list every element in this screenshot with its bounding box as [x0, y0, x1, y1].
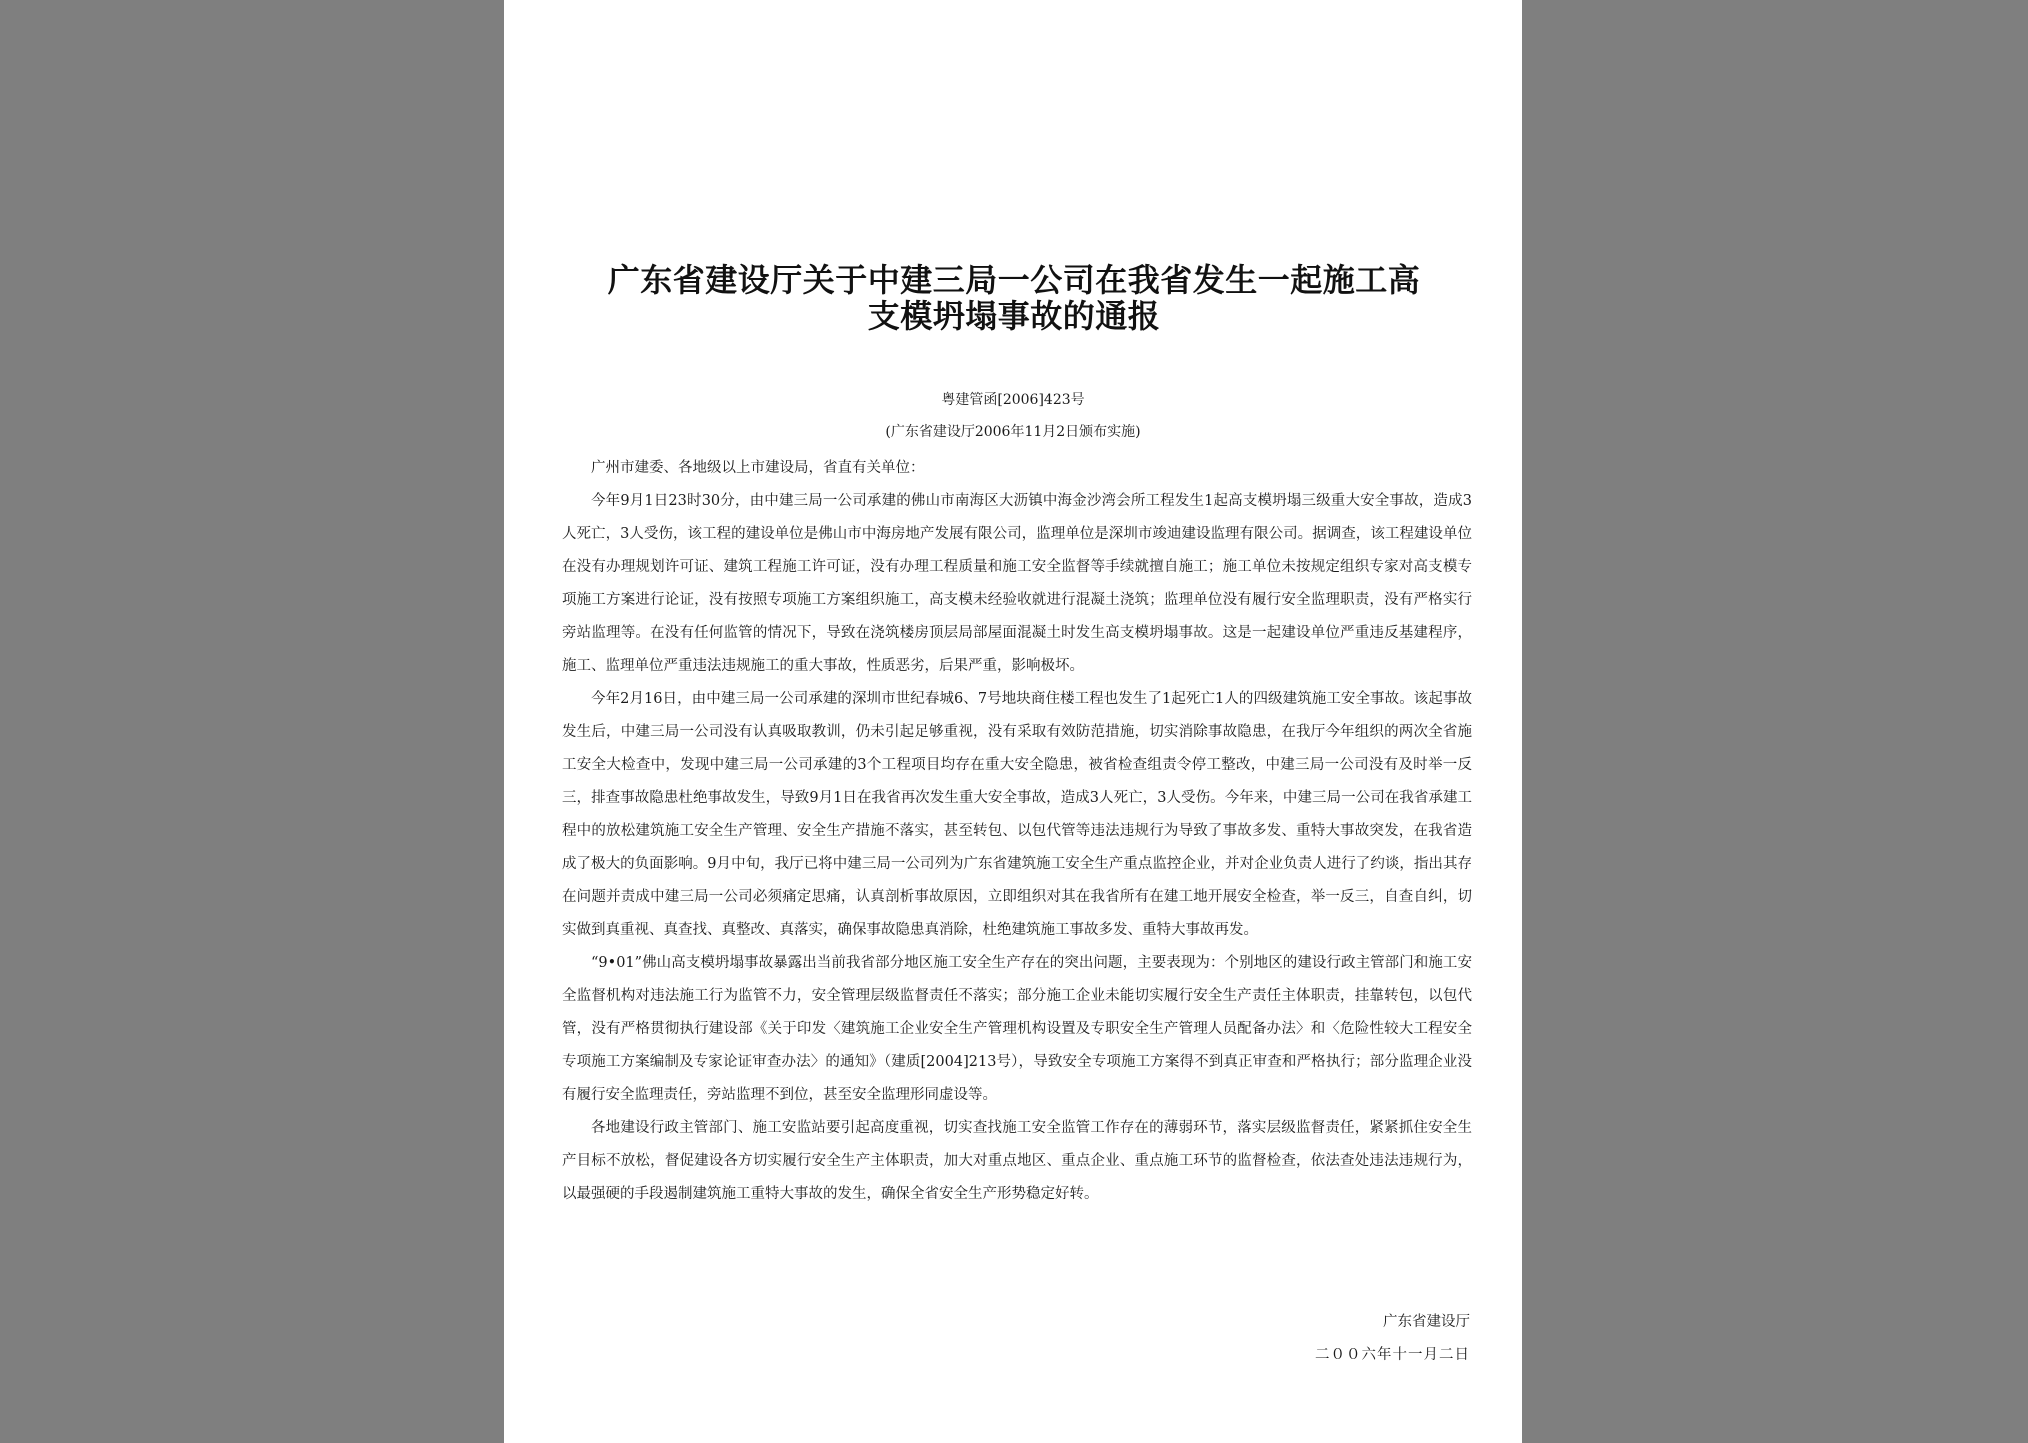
- signature-organization: 广东省建设厅: [1383, 1314, 1470, 1330]
- paragraph: “9•01”佛山高支模坍塌事故暴露出当前我省部分地区施工安全生产存在的突出问题，主要表现为：个别地区的建设行政主管部门和施工安全监督机构对违法施工行为监管不力，安全管理层级监督责任不落实；部分施工企业未能切实履行安全生产责任主体职责，挂靠转包，以包代管，没有严格贯彻执行建设部《关于印发〈建筑施工企业安全生产管理机构设置及专职安全生产管理人员配备办法〉和〈危险性较大工程安全专项施工方案编制及专家论证审查办法〉的通知》（建质[2004]213号），导致安全专项施工方案得不到真正审查和严格执行；部分监理企业没有履行安全监理责任，旁站监理不到位，甚至安全监理形同虚设等。: [562, 955, 1472, 1103]
- document-page: [504, 0, 1522, 1443]
- paragraph: 今年9月1日23时30分，由中建三局一公司承建的佛山市南海区大沥镇中海金沙湾会所工程发生1起高支模坍塌三级重大安全事故，造成3人死亡，3人受伤，该工程的建设单位是佛山市中海房地产发展有限公司，监理单位是深圳市竣迪建设监理有限公司。据调查，该工程建设单位在没有办理规划许可证、建筑工程施工许可证，没有办理工程质量和施工安全监督等手续就擅自施工；施工单位未按规定组织专家对高支模专项施工方案进行论证，没有按照专项施工方案组织施工，高支模未经验收就进行混凝土浇筑；监理单位没有履行安全监理职责，没有严格实行旁站监理等。在没有任何监管的情况下，导致在浇筑楼房顶层局部屋面混凝土时发生高支模坍塌事故。这是一起建设单位严重违反基建程序，施工、监理单位严重违法违规施工的重大事故，性质恶劣，后果严重，影响极坏。: [562, 493, 1472, 674]
- signature-date: 二００六年十一月二日: [1315, 1347, 1470, 1363]
- document-title: 广东省建设厅关于中建三局一公司在我省发生一起施工高支模坍塌事故的通报: [607, 261, 1421, 335]
- greeting: 广州市建委、各地级以上市建设局，省直有关单位：: [591, 460, 925, 476]
- document-number: 粤建管函[2006]423号: [941, 392, 1085, 408]
- paragraph: 今年2月16日，由中建三局一公司承建的深圳市世纪春城6、7号地块商住楼工程也发生了1起死亡1人的四级建筑施工安全事故。该起事故发生后，中建三局一公司没有认真吸取教训，仍未引起足够重视，没有采取有效防范措施，切实消除事故隐患，在我厅今年组织的两次全省施工安全大检查中，发现中建三局一公司承建的3个工程项目均存在重大安全隐患，被省检查组责令停工整改，中建三局一公司没有及时举一反三，排查事故隐患杜绝事故发生，导致9月1日在我省再次发生重大安全事故，造成3人死亡，3人受伤。今年来，中建三局一公司在我省承建工程中的放松建筑施工安全生产管理、安全生产措施不落实，甚至转包、以包代管等违法违规行为导致了事故多发、重特大事故突发，在我省造成了极大的负面影响。9月中旬，我厅已将中建三局一公司列为广东省建筑施工安全生产重点监控企业，并对企业负责人进行了约谈，指出其存在问题并责成中建三局一公司必须痛定思痛，认真剖析事故原因，立即组织对其在我省所有在建工地开展安全检查，举一反三，自查自纠，切实做到真重视、真查找、真整改、真落实，确保事故隐患真消除，杜绝建筑施工事故多发、重特大事故再发。: [562, 691, 1472, 938]
- document-body: [562, 452, 1472, 1211]
- issued-note: (广东省建设厅2006年11月2日颁布实施): [885, 424, 1141, 440]
- paragraph: 各地建设行政主管部门、施工安监站要引起高度重视，切实查找施工安全监管工作存在的薄弱环节，落实层级监督责任，紧紧抓住安全生产目标不放松，督促建设各方切实履行安全生产主体职责，加大对重点地区、重点企业、重点施工环节的监督检查，依法查处违法违规行为，以最强硬的手段遏制建筑施工重特大事故的发生，确保全省安全生产形势稳定好转。: [562, 1120, 1472, 1202]
